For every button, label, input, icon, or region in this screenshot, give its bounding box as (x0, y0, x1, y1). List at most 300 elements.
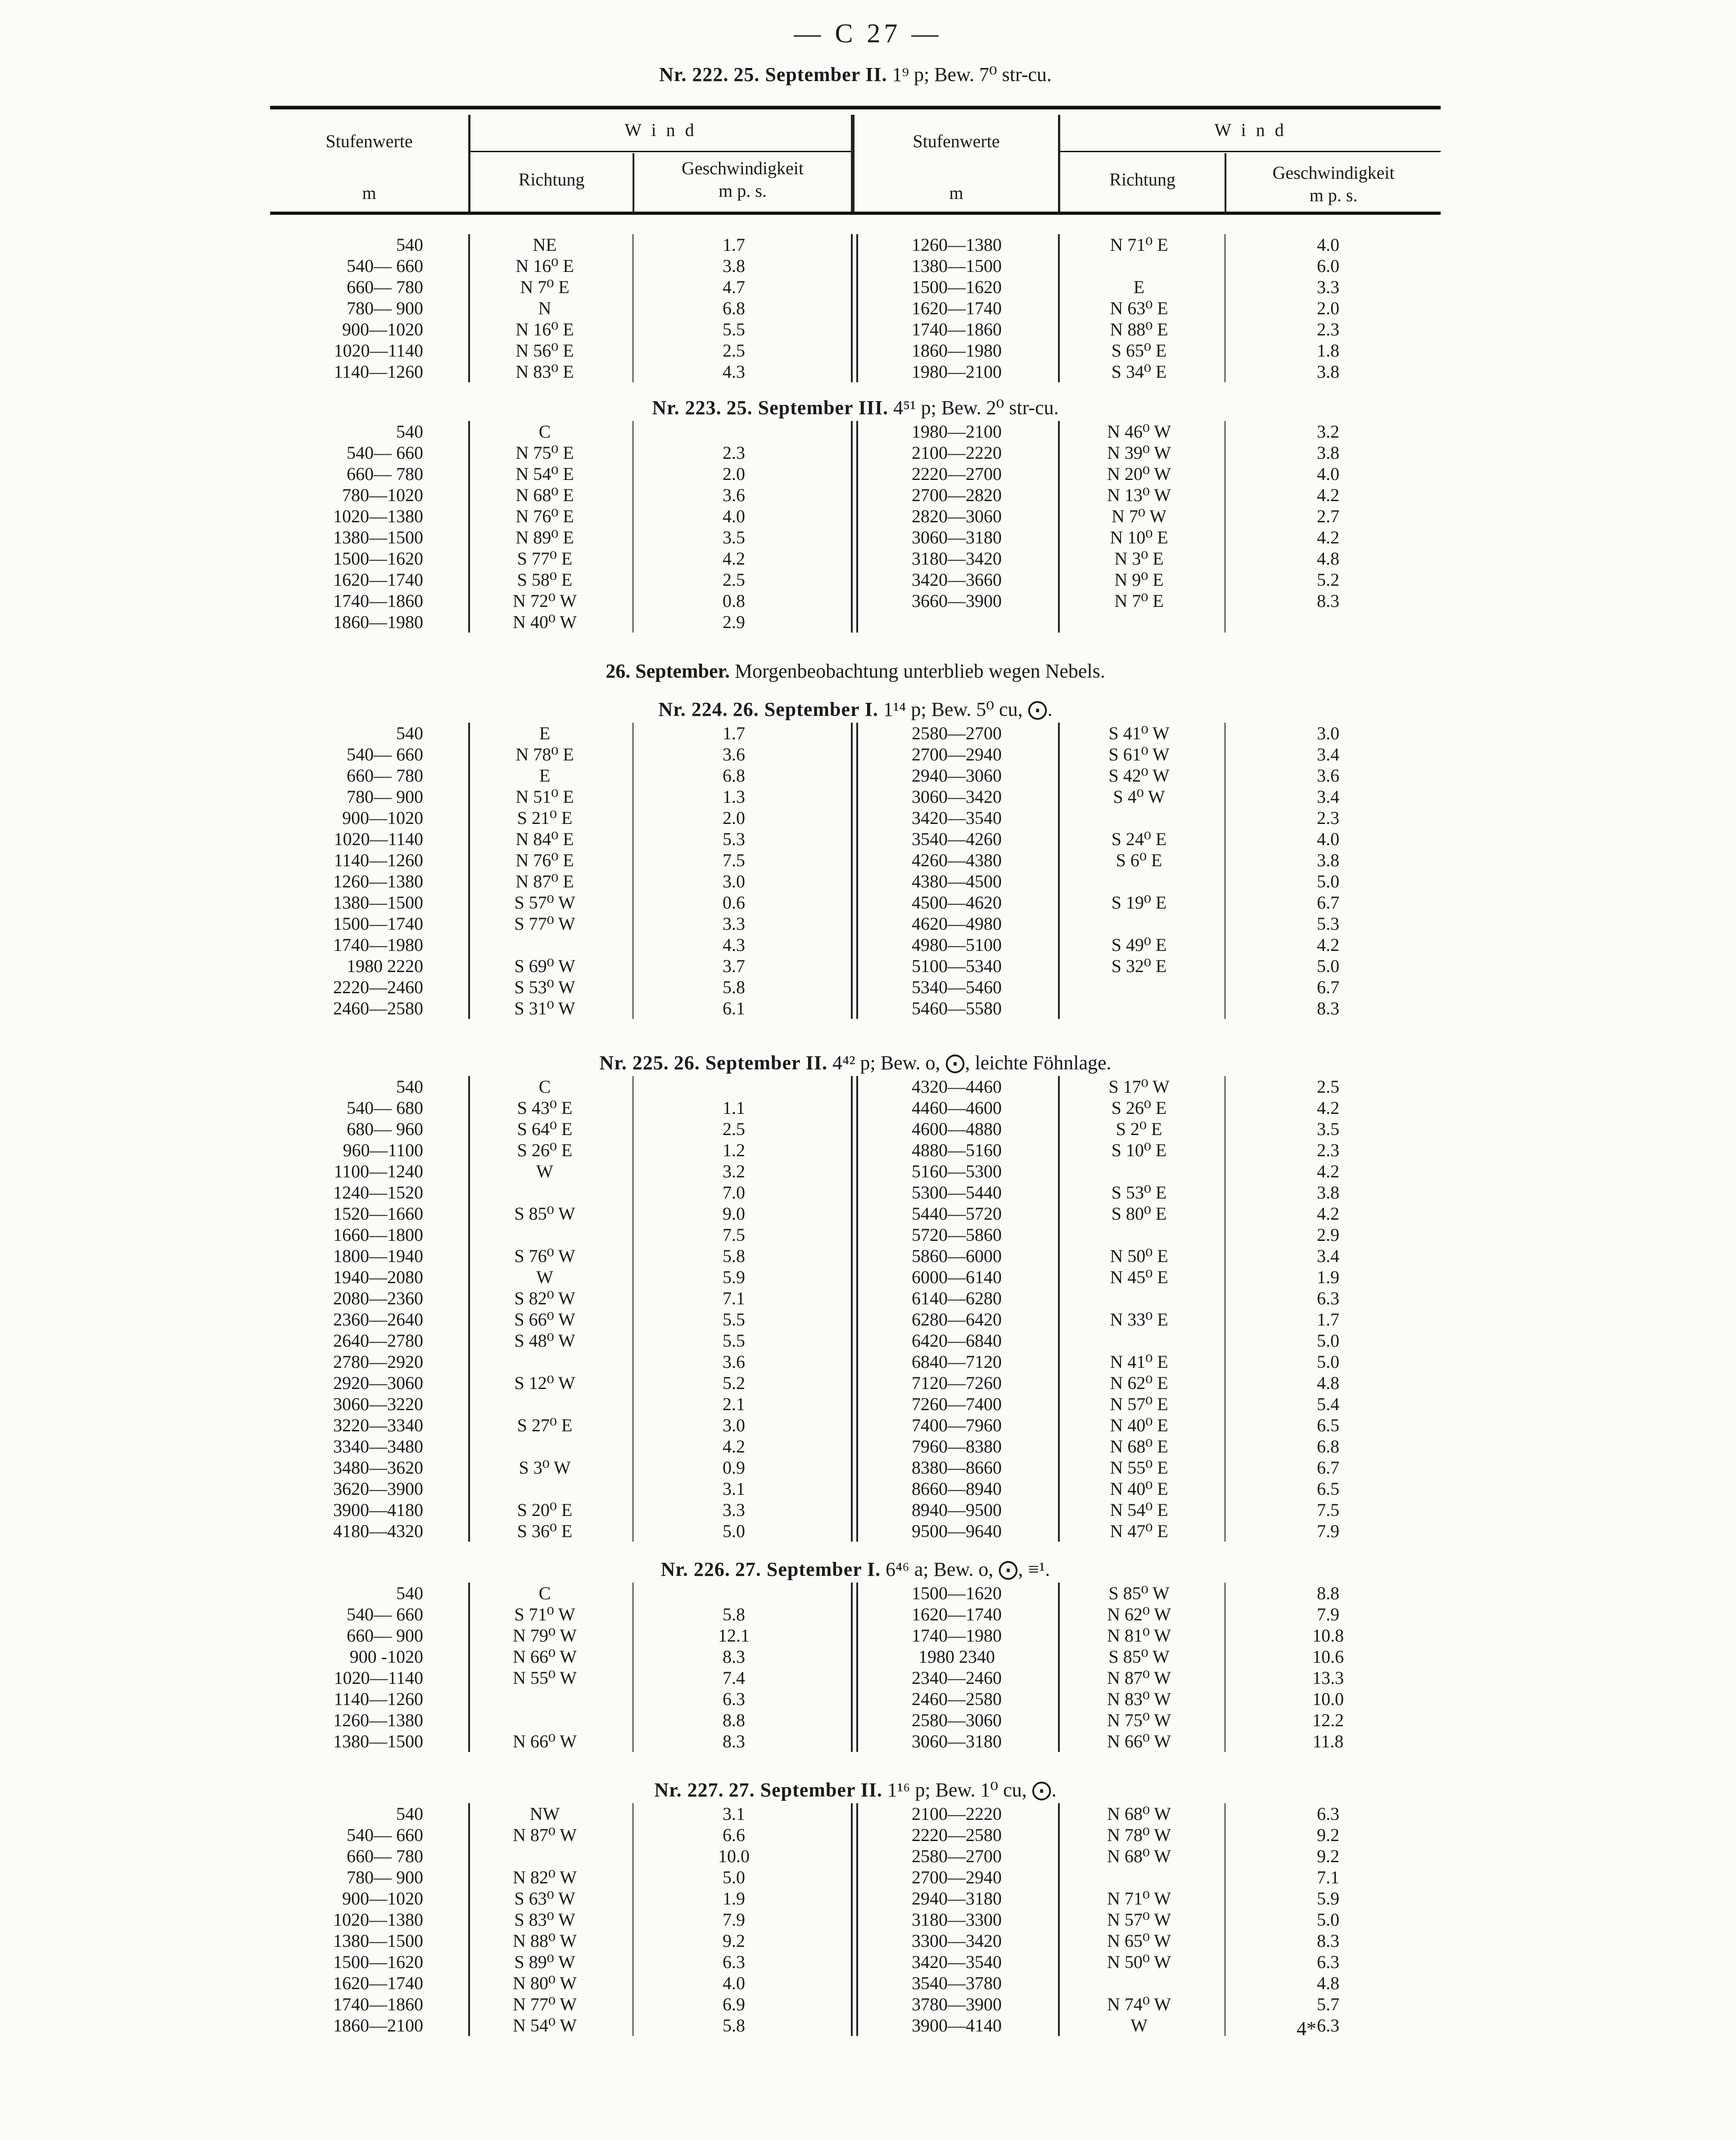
altitude-range: 2820—3060 (912, 506, 1002, 526)
altitude-range: 1740—1860 (333, 1994, 423, 2014)
header-wind-right: W i n d (1214, 120, 1287, 140)
wind-speed: 2.3 (1317, 808, 1339, 828)
altitude-range: 660— 900 (347, 1625, 423, 1646)
altitude-range: 3540—3780 (912, 1973, 1002, 1993)
table-row (0, 569, 1736, 590)
altitude-range: 4320—4460 (912, 1077, 1002, 1097)
altitude-range: 1260—1380 (912, 235, 1002, 255)
wind-direction: S 53⁰ E (1111, 1182, 1167, 1203)
table-row (0, 1161, 1736, 1182)
wind-direction: N 54⁰ E (515, 464, 574, 484)
altitude-range: 1380—1500 (333, 1731, 423, 1751)
altitude-range: 5860—6000 (912, 1246, 1002, 1266)
wind-direction: N 80⁰ W (513, 1973, 577, 1993)
wind-speed: 4.0 (723, 506, 745, 526)
header-bottom-rule (270, 212, 1441, 215)
header-wind-left: W i n d (624, 120, 697, 140)
wind-direction: N 87⁰ W (513, 1825, 577, 1845)
altitude-range: 1020—1140 (334, 1668, 423, 1688)
wind-speed: 5.0 (723, 1867, 745, 1887)
wind-direction: N 39⁰ W (1107, 443, 1171, 463)
wind-speed: 10.0 (718, 1846, 750, 1866)
altitude-range: 1100—1240 (334, 1161, 423, 1181)
table-row (0, 1803, 1736, 1824)
wind-speed: 3.8 (1317, 850, 1339, 870)
wind-direction: S 49⁰ E (1111, 935, 1167, 955)
wind-speed: 8.3 (1317, 1931, 1339, 1951)
wind-direction: N 62⁰ W (1107, 1604, 1171, 1624)
table-row (0, 1097, 1736, 1118)
altitude-range: 1500—1620 (912, 277, 1002, 297)
wind-speed: 5.8 (723, 1246, 745, 1266)
wind-direction: S 20⁰ E (517, 1500, 573, 1520)
header-geschwindigkeit-left: Geschwindigkeit (681, 158, 804, 178)
wind-speed: 0.9 (723, 1457, 745, 1478)
altitude-range: 3480—3620 (333, 1457, 423, 1478)
wind-speed: 5.9 (723, 1267, 745, 1287)
altitude-range: 3780—3900 (912, 1994, 1002, 2014)
observation-table (0, 1076, 1736, 1542)
wind-speed: 2.5 (723, 340, 745, 361)
wind-speed: 6.5 (1317, 1415, 1339, 1435)
table-row (0, 1994, 1736, 2015)
table-row (0, 723, 1736, 744)
wind-direction: N 76⁰ E (515, 850, 574, 870)
wind-direction: S 58⁰ E (517, 570, 573, 590)
section-number: Nr. 222. (659, 63, 729, 86)
wind-speed: 3.2 (723, 1161, 745, 1181)
altitude-range: 2640—2780 (333, 1330, 423, 1351)
wind-direction: N 9⁰ E (1114, 570, 1164, 590)
table-row (0, 1076, 1736, 1097)
wind-direction: S 80⁰ E (1111, 1203, 1167, 1224)
table-row (0, 1867, 1736, 1888)
section-date: 26. September II. (674, 1052, 827, 1074)
wind-speed: 4.3 (723, 362, 745, 382)
altitude-range: 5340—5460 (912, 977, 1002, 997)
table-row (0, 1710, 1736, 1731)
section-info: 1¹⁶ p; Bew. 1⁰ cu, ⨀. (887, 1779, 1057, 1801)
altitude-range: 4500—4620 (912, 892, 1002, 913)
altitude-range: 3900—4140 (912, 2015, 1002, 2036)
table-row (0, 1288, 1736, 1309)
section-number: Nr. 224. (658, 698, 728, 720)
altitude-range: 1940—2080 (333, 1267, 423, 1287)
table-row (0, 1415, 1736, 1436)
wind-direction: N 10⁰ E (1110, 527, 1168, 547)
altitude-range: 3060—3220 (333, 1394, 423, 1414)
altitude-range: 900 -1020 (349, 1647, 423, 1667)
table-row (0, 276, 1736, 298)
wind-speed: 3.8 (1317, 443, 1339, 463)
wind-direction: S 32⁰ E (1111, 956, 1167, 976)
header-unit-mps-left: m p. s. (719, 181, 767, 201)
wind-speed: 5.0 (1317, 1909, 1339, 1930)
altitude-range: 9500—9640 (912, 1521, 1002, 1541)
wind-speed: 3.4 (1317, 1246, 1339, 1266)
altitude-range: 7400—7960 (912, 1415, 1002, 1435)
note-title: 26. September. (606, 660, 730, 682)
table-row (0, 871, 1736, 892)
wind-speed: 4.0 (1317, 235, 1339, 255)
altitude-range: 1020—1380 (333, 506, 423, 526)
wind-speed: 0.8 (723, 591, 745, 611)
header-unit-m-left: m (362, 183, 376, 203)
table-row (0, 1951, 1736, 1973)
wind-direction: S 77⁰ E (517, 548, 573, 569)
wind-speed: 2.3 (1317, 319, 1339, 339)
wind-speed: 6.0 (1317, 256, 1339, 276)
wind-direction: S 53⁰ W (514, 977, 575, 997)
wind-direction: S 10⁰ E (1111, 1140, 1167, 1160)
header-stufenwerte-right: Stufenwerte (913, 131, 1000, 151)
altitude-range: 1140—1260 (334, 1689, 423, 1709)
altitude-range: 1500—1620 (333, 1952, 423, 1972)
table-row (0, 361, 1736, 382)
wind-direction: S 12⁰ W (514, 1373, 575, 1393)
wind-direction: N 77⁰ W (513, 1994, 577, 2014)
header-wind-rule (470, 151, 851, 152)
wind-direction: S 26⁰ E (517, 1140, 573, 1160)
altitude-range: 1380—1500 (333, 892, 423, 913)
wind-speed: 5.3 (1317, 914, 1339, 934)
altitude-range: 1740—1980 (912, 1625, 1002, 1646)
wind-speed: 1.2 (723, 1140, 745, 1160)
section-title (270, 1558, 1441, 1581)
wind-direction: S 21⁰ E (517, 808, 573, 828)
wind-speed: 5.2 (1317, 570, 1339, 590)
wind-direction: N 62⁰ E (1110, 1373, 1168, 1393)
altitude-range: 3180—3300 (912, 1909, 1002, 1930)
altitude-range: 540 (396, 235, 423, 255)
table-row (0, 1182, 1736, 1203)
wind-speed: 6.3 (723, 1952, 745, 1972)
altitude-range: 1140—1260 (334, 362, 423, 382)
table-row (0, 786, 1736, 807)
altitude-range: 3900—4180 (333, 1500, 423, 1520)
header-stufenwerte-left: Stufenwerte (326, 131, 413, 151)
wind-speed: 2.5 (723, 1119, 745, 1139)
wind-speed: 6.3 (723, 1689, 745, 1709)
wind-speed: 6.3 (1317, 1952, 1339, 1972)
header-richtung-right: Richtung (1109, 169, 1175, 190)
wind-direction: C (538, 421, 551, 442)
altitude-range: 900—1020 (342, 808, 423, 828)
wind-direction: N 46⁰ W (1107, 421, 1171, 442)
wind-direction: S 61⁰ W (1108, 744, 1170, 765)
section-number: Nr. 223. (652, 397, 722, 419)
altitude-range: 6280—6420 (912, 1309, 1002, 1330)
table-row (0, 484, 1736, 506)
altitude-range: 2920—3060 (333, 1373, 423, 1393)
wind-direction: N 75⁰ E (515, 443, 574, 463)
altitude-range: 540 (396, 1583, 423, 1603)
wind-direction: N 54⁰ W (513, 2015, 577, 2036)
table-row (0, 934, 1736, 955)
wind-speed: 6.3 (1317, 1288, 1339, 1308)
altitude-range: 2460—2580 (912, 1689, 1002, 1709)
wind-direction: N 33⁰ E (1110, 1309, 1168, 1330)
wind-speed: 3.4 (1317, 744, 1339, 765)
header-unit-mps-right: m p. s. (1309, 185, 1358, 205)
wind-direction: N 50⁰ E (1110, 1246, 1168, 1266)
altitude-range: 660— 780 (347, 1846, 423, 1866)
wind-speed: 5.2 (723, 1373, 745, 1393)
wind-direction: N 81⁰ W (1107, 1625, 1171, 1646)
wind-speed: 1.3 (723, 787, 745, 807)
wind-speed: 1.7 (723, 235, 745, 255)
header-top-rule (270, 106, 1441, 109)
wind-speed: 3.3 (1317, 277, 1339, 297)
wind-speed: 7.1 (723, 1288, 745, 1308)
table-row (0, 1731, 1736, 1752)
wind-speed: 4.7 (723, 277, 745, 297)
wind-direction: N 41⁰ E (1110, 1352, 1168, 1372)
wind-speed: 8.3 (723, 1647, 745, 1667)
wind-direction: N 68⁰ E (1110, 1436, 1168, 1457)
table-row (0, 1309, 1736, 1330)
altitude-range: 1740—1860 (912, 319, 1002, 339)
wind-speed: 5.8 (723, 977, 745, 997)
altitude-range: 540— 660 (347, 1604, 423, 1624)
altitude-range: 2100—2220 (912, 1804, 1002, 1824)
wind-direction: S 48⁰ W (514, 1330, 575, 1351)
wind-speed: 5.0 (1317, 1352, 1339, 1372)
section-title (270, 698, 1441, 721)
altitude-range: 900—1020 (342, 319, 423, 339)
wind-direction: S 27⁰ E (517, 1415, 573, 1435)
wind-direction: C (538, 1077, 551, 1097)
altitude-range: 540 (396, 1804, 423, 1824)
altitude-range: 8660—8940 (912, 1479, 1002, 1499)
wind-direction: S 3⁰ W (519, 1457, 571, 1478)
altitude-range: 1980 2220 (347, 956, 423, 976)
altitude-range: 3420—3660 (912, 570, 1002, 590)
wind-direction: N 72⁰ W (513, 591, 577, 611)
altitude-range: 2700—2820 (912, 485, 1002, 505)
wind-direction: E (539, 765, 551, 786)
wind-speed: 7.5 (723, 1225, 745, 1245)
altitude-range: 540— 660 (347, 443, 423, 463)
wind-direction: N 78⁰ E (515, 744, 574, 765)
altitude-range: 3620—3900 (333, 1479, 423, 1499)
wind-direction: S 4⁰ W (1113, 787, 1165, 807)
wind-speed: 5.5 (723, 1330, 745, 1351)
table-row (0, 1224, 1736, 1245)
wind-speed: 5.8 (723, 2015, 745, 2036)
wind-direction: C (538, 1583, 551, 1603)
wind-direction: N 82⁰ W (513, 1867, 577, 1887)
table-row (0, 1909, 1736, 1930)
section-date: 27. September II. (728, 1779, 882, 1801)
wind-speed: 8.3 (1317, 591, 1339, 611)
altitude-range: 2940—3180 (912, 1888, 1002, 1909)
table-row (0, 807, 1736, 828)
wind-direction: N 78⁰ W (1107, 1825, 1171, 1845)
altitude-range: 4980—5100 (912, 935, 1002, 955)
wind-speed: 6.1 (723, 998, 745, 1018)
altitude-range: 1980—2100 (912, 362, 1002, 382)
wind-direction: N 7⁰ E (520, 277, 570, 297)
table-row (0, 1372, 1736, 1393)
wind-speed: 8.8 (723, 1710, 745, 1730)
altitude-range: 5160—5300 (912, 1161, 1002, 1181)
wind-speed: 5.0 (723, 1521, 745, 1541)
altitude-range: 1500—1740 (333, 914, 423, 934)
section-date: 25. September II. (733, 63, 887, 86)
wind-direction: N 13⁰ W (1107, 485, 1171, 505)
altitude-range: 4620—4980 (912, 914, 1002, 934)
altitude-range: 1740—1980 (333, 935, 423, 955)
page-number: — C 27 — (794, 18, 942, 48)
table-row (0, 1604, 1736, 1625)
altitude-range: 6000—6140 (912, 1267, 1002, 1287)
section-date: 25. September III. (726, 397, 889, 419)
wind-direction: S 83⁰ W (514, 1909, 575, 1930)
wind-direction: N 71⁰ E (1110, 235, 1168, 255)
altitude-range: 5300—5440 (912, 1182, 1002, 1203)
wind-direction: N 89⁰ E (515, 527, 574, 547)
altitude-range: 660— 780 (347, 765, 423, 786)
wind-direction: E (539, 723, 551, 743)
section-info: 6⁴⁶ a; Bew. o, ⨀, ≡¹. (886, 1558, 1050, 1580)
table-row (0, 1203, 1736, 1224)
table-row (0, 1245, 1736, 1267)
table-row (0, 998, 1736, 1019)
altitude-range: 1500—1620 (333, 548, 423, 569)
altitude-range: 4460—4600 (912, 1098, 1002, 1118)
altitude-range: 540— 660 (347, 256, 423, 276)
altitude-range: 2460—2580 (333, 998, 423, 1018)
table-row (0, 527, 1736, 548)
wind-speed: 5.7 (1317, 1994, 1339, 2014)
wind-speed: 1.9 (1317, 1267, 1339, 1287)
altitude-range: 780— 900 (347, 298, 423, 318)
altitude-range: 1620—1740 (333, 570, 423, 590)
altitude-range: 7960—8380 (912, 1436, 1002, 1457)
altitude-range: 1660—1800 (333, 1225, 423, 1245)
altitude-range: 540— 680 (347, 1098, 423, 1118)
table-row (0, 590, 1736, 611)
altitude-range: 1020—1140 (334, 829, 423, 849)
altitude-range: 1240—1520 (333, 1182, 423, 1203)
wind-speed: 3.8 (1317, 1182, 1339, 1203)
wind-direction: S 64⁰ E (517, 1119, 573, 1139)
altitude-range: 1500—1620 (912, 1583, 1002, 1603)
altitude-range: 660— 780 (347, 464, 423, 484)
wind-speed: 2.1 (723, 1394, 745, 1414)
table-row (0, 463, 1736, 484)
altitude-range: 1860—1980 (333, 612, 423, 632)
wind-speed: 6.8 (723, 765, 745, 786)
wind-speed: 3.6 (723, 1352, 745, 1372)
observation-table (0, 1583, 1736, 1752)
wind-speed: 13.3 (1312, 1668, 1344, 1688)
altitude-range: 1860—1980 (912, 340, 1002, 361)
wind-speed: 4.8 (1317, 1373, 1339, 1393)
wind-speed: 3.8 (1317, 362, 1339, 382)
table-row (0, 1267, 1736, 1288)
wind-direction: S 85⁰ W (1108, 1647, 1170, 1667)
altitude-range: 540 (396, 1077, 423, 1097)
altitude-range: 1020—1140 (334, 340, 423, 361)
wind-direction: S 65⁰ E (1111, 340, 1167, 361)
altitude-range: 3420—3540 (912, 808, 1002, 828)
table-row (0, 765, 1736, 786)
altitude-range: 3340—3480 (333, 1436, 423, 1457)
wind-direction: N 87⁰ E (515, 871, 574, 891)
table-row (0, 442, 1736, 463)
altitude-range: 3180—3420 (912, 548, 1002, 569)
wind-speed: 5.0 (1317, 871, 1339, 891)
section-number: Nr. 226. (660, 1558, 730, 1580)
table-row (0, 1888, 1736, 1909)
wind-direction: N 68⁰ E (515, 485, 574, 505)
altitude-range: 3060—3180 (912, 527, 1002, 547)
wind-direction: S 85⁰ W (514, 1203, 575, 1224)
wind-speed: 10.8 (1312, 1625, 1344, 1646)
table-row (0, 1478, 1736, 1499)
wind-speed: 8.3 (723, 1731, 745, 1751)
wind-speed: 3.0 (723, 1415, 745, 1435)
table-row (0, 340, 1736, 361)
wind-direction: S 69⁰ W (514, 956, 575, 976)
altitude-range: 3420—3540 (912, 1952, 1002, 1972)
altitude-range: 4180—4320 (333, 1521, 423, 1541)
table-row (0, 298, 1736, 319)
altitude-range: 3660—3900 (912, 591, 1002, 611)
wind-speed: 12.1 (718, 1625, 750, 1646)
altitude-range: 6140—6280 (912, 1288, 1002, 1308)
wind-direction: N 74⁰ W (1107, 1994, 1171, 2014)
table-row (0, 1140, 1736, 1161)
wind-direction: S 17⁰ W (1108, 1077, 1170, 1097)
wind-speed: 6.9 (723, 1994, 745, 2014)
wind-direction: E (1133, 277, 1145, 297)
wind-speed: 1.9 (723, 1888, 745, 1909)
wind-speed: 3.3 (723, 1500, 745, 1520)
table-row (0, 1351, 1736, 1372)
footer-mark: 4* (1297, 2018, 1316, 2040)
wind-speed: 0.6 (723, 892, 745, 913)
wind-direction: S 31⁰ W (514, 998, 575, 1018)
altitude-range: 540 (396, 723, 423, 743)
wind-speed: 4.0 (1317, 829, 1339, 849)
altitude-range: 1620—1740 (912, 1604, 1002, 1624)
altitude-range: 1620—1740 (912, 298, 1002, 318)
wind-speed: 5.8 (723, 1604, 745, 1624)
wind-direction: S 82⁰ W (514, 1288, 575, 1308)
wind-speed: 9.2 (1317, 1825, 1339, 1845)
wind-direction: N 57⁰ W (1107, 1909, 1171, 1930)
wind-direction: S 26⁰ E (1111, 1098, 1167, 1118)
wind-direction: N 83⁰ W (1107, 1689, 1171, 1709)
wind-speed: 10.0 (1312, 1689, 1344, 1709)
table-row (0, 1457, 1736, 1478)
wind-direction: N 51⁰ E (515, 787, 574, 807)
wind-direction: N 75⁰ W (1107, 1710, 1171, 1730)
wind-speed: 3.1 (723, 1479, 745, 1499)
wind-speed: 12.2 (1312, 1710, 1344, 1730)
wind-direction: W (1130, 2015, 1148, 2036)
altitude-range: 6420—6840 (912, 1330, 1002, 1351)
wind-direction: N 79⁰ W (513, 1625, 577, 1646)
wind-speed: 7.4 (723, 1668, 745, 1688)
wind-speed: 4.2 (1317, 1161, 1339, 1181)
wind-speed: 3.1 (723, 1804, 745, 1824)
wind-speed: 2.5 (1317, 1077, 1339, 1097)
table-row (0, 850, 1736, 871)
